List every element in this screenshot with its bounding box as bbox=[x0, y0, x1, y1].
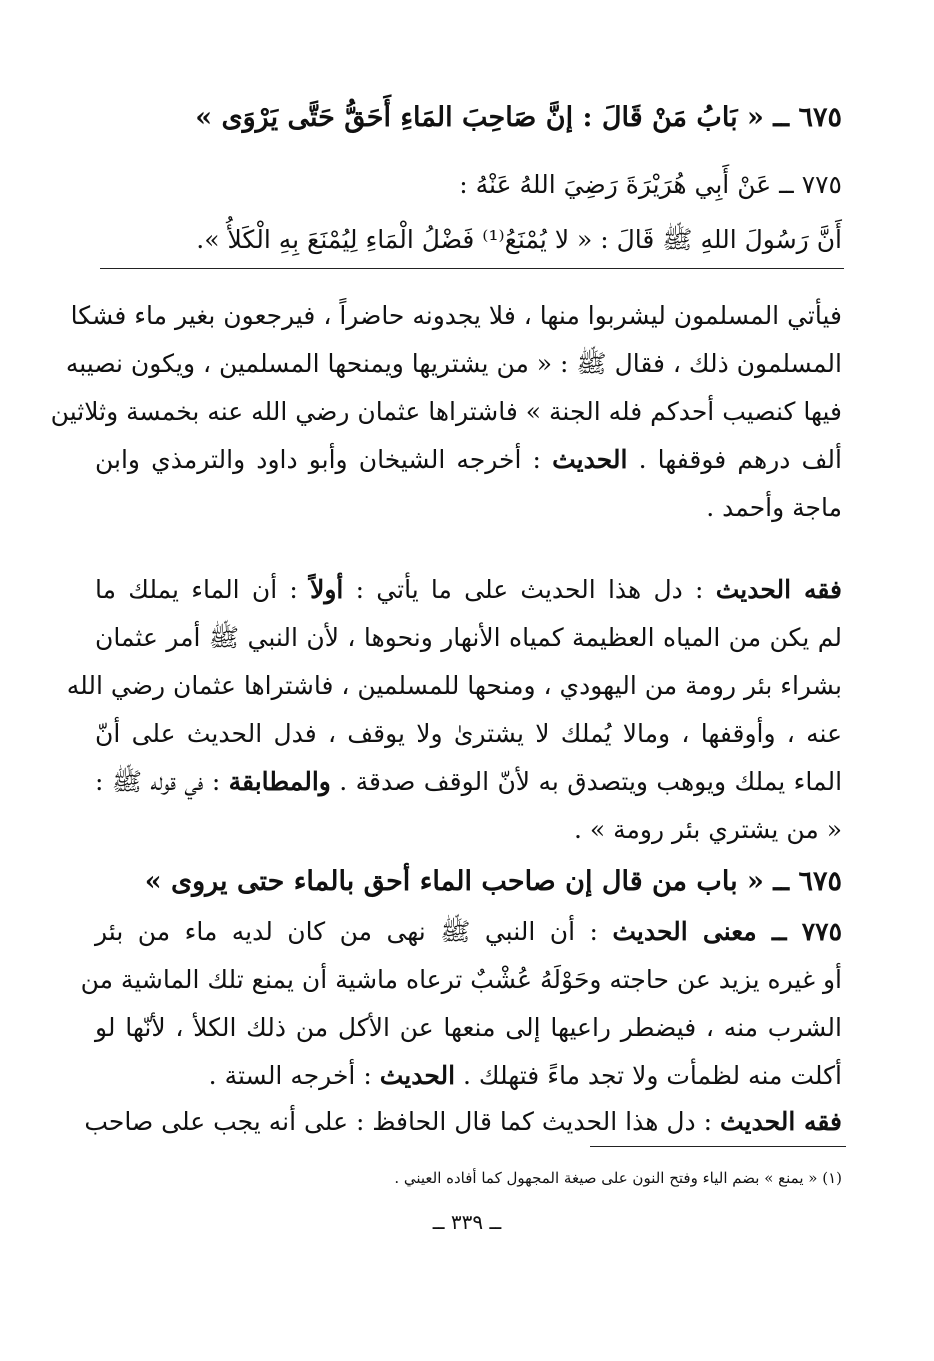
text-segment: : أن الماء يملك ما bbox=[95, 575, 298, 604]
bold-term: ٧٧٥ ــ معنى الحديث bbox=[612, 917, 843, 946]
hadith-isnad: ٧٧٥ ــ عَنْ أَبِي هُرَيْرَةَ رَضِيَ اللهُ عَنْهُ : bbox=[459, 170, 842, 199]
text-line bbox=[84, 1102, 842, 1142]
text-line bbox=[95, 570, 842, 610]
text-line bbox=[95, 440, 842, 480]
text-line: بشراء بئر رومة من اليهودي ، ومنحها للمسلمين ، فاشتراها عثمان رضي الله bbox=[66, 671, 842, 700]
bold-term: الحديث bbox=[379, 1061, 456, 1090]
page-number: ــ ٣٣٩ ــ bbox=[432, 1210, 502, 1234]
footnote-divider bbox=[590, 1146, 846, 1147]
text-line bbox=[95, 912, 842, 952]
text-line: عنه ، وأوقفها ، ومالا يُملك لا يشترىٰ ولا يوقف ، فدل الحديث على أنّ bbox=[95, 719, 842, 748]
text-line: فيأتي المسلمون ليشربوا منها ، فلا يجدونه حاضراً ، فيرجعون بغير ماء فشكا bbox=[70, 301, 842, 330]
bold-term: فقه الحديث bbox=[719, 1107, 842, 1136]
text-segment: : أخرجه الشيخان وأبو داود والترمذي وابن bbox=[95, 445, 541, 474]
text-line: أو غيره يزيد عن حاجته وحَوْلَهُ عُشْبٌ ترعاه ماشية أن يمنع تلك الماشية من bbox=[80, 965, 842, 994]
text-line: « من يشتري بئر رومة » . bbox=[573, 815, 842, 844]
text-line bbox=[95, 762, 842, 802]
footnote: (١) « يمنع » بضم الياء وفتح النون على صيغة المجهول كما أفاده العيني . bbox=[394, 1169, 842, 1187]
text-segment: ألف درهم فوقفها . bbox=[638, 445, 842, 474]
bold-term: فقه الحديث bbox=[715, 575, 843, 604]
text-line: المسلمون ذلك ، فقال ﷺ : « من يشتريها ويمنحها المسلمين ، ويكون نصيبه bbox=[65, 349, 842, 378]
hadith-underline bbox=[100, 268, 844, 269]
bold-term: أولاً bbox=[310, 575, 344, 604]
text-line bbox=[95, 1056, 842, 1096]
text-segment: : دل هذا الحديث على ما يأتي : bbox=[355, 575, 704, 604]
text-line: لم يكن من المياه العظيمة كمياه الأنهار ونحوها ، لأن النبي ﷺ أمر عثمان bbox=[95, 623, 842, 652]
text-segment: : دل هذا الحديث كما قال الحافظ : على أنه يجب على صاحب bbox=[84, 1107, 712, 1136]
text-segment: : أن النبي ﷺ نهى من كان لديه ماء من بئر bbox=[95, 917, 598, 946]
chapter-heading-vocalized: ٦٧٥ ــ « بَابُ مَنْ قَالَ : إنَّ صَاحِبَ المَاءِ أَحَقُّ حَتَّى يَرْوَى » bbox=[195, 102, 842, 133]
text-segment: : في قوله ﷺ : bbox=[95, 767, 221, 796]
text-line: الشرب منه ، فيضطر راعيها إلى منعها عن الأكل من ذلك الكلأ ، لأنّها لو bbox=[95, 1013, 842, 1042]
chapter-heading-plain: ٦٧٥ ــ « باب من قال إن صاحب الماء أحق بالماء حتى يروى » bbox=[144, 866, 842, 897]
text-line: فيها كنصيب أحدكم فله الجنة » فاشتراها عثمان رضي الله عنه بخمسة وثلاثين bbox=[50, 397, 842, 426]
bold-term: والمطابقة bbox=[228, 767, 331, 796]
text-segment: أكلت منه لظمأت ولا تجد ماءً فتهلك . bbox=[463, 1061, 842, 1090]
text-line: ماجة وأحمد . bbox=[706, 493, 842, 522]
hadith-matn: أَنَّ رَسُولَ اللهِ ﷺ قَالَ : « لا يُمْنَعُ⁽¹⁾ فَضْلُ الْمَاءِ لِيُمْنَعَ بِهِ الْكَلأُ ». bbox=[196, 225, 842, 254]
text-segment: : أخرجه الستة . bbox=[208, 1061, 372, 1090]
text-segment: الماء يملك ويوهب ويتصدق به لأنّ الوقف صدقة . bbox=[339, 767, 843, 796]
bold-term: الحديث bbox=[552, 445, 628, 474]
